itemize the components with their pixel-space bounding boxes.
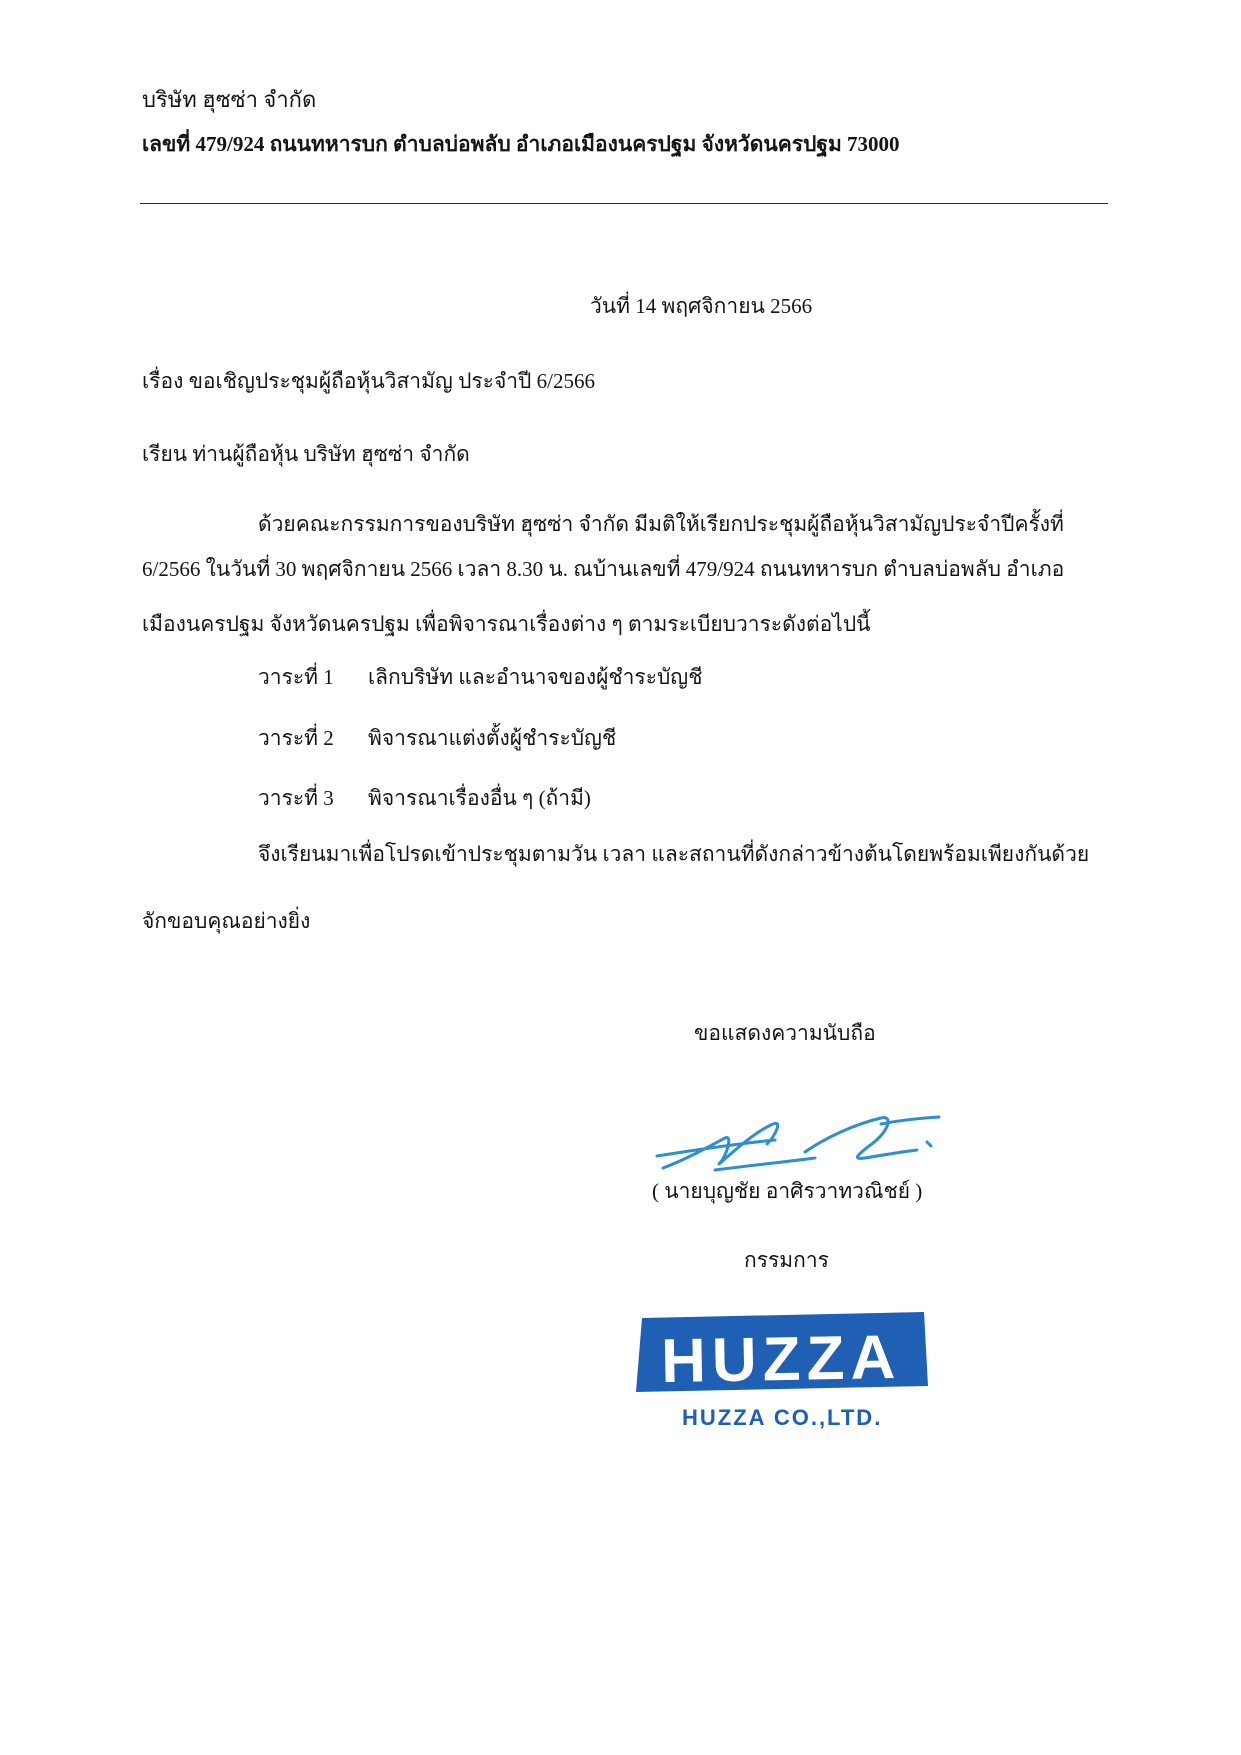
stamp-company-name: HUZZA CO.,LTD. — [682, 1405, 883, 1430]
agenda-item — [258, 782, 591, 815]
body-paragraph-line-3: เมืองนครปฐม จังหวัดนครปฐม เพื่อพิจารณาเรื่องต่าง ๆ ตามระเบียบวาระดังต่อไปนี้ — [142, 612, 871, 636]
agenda-number: วาระที่ 1 — [258, 665, 334, 689]
agenda-item — [258, 661, 702, 694]
agenda-text: พิจารณาเรื่องอื่น ๆ (ถ้ามี) — [368, 786, 591, 810]
agenda-text: เลิกบริษัท และอำนาจของผู้ชำระบัญชี — [368, 665, 703, 689]
agenda-number: วาระที่ 2 — [258, 726, 334, 750]
agenda-item — [258, 722, 616, 755]
company-name: บริษัท ฮุซซ่า จำกัด — [142, 87, 317, 112]
svg-text:HUZZA: HUZZA — [660, 1322, 902, 1397]
letter-subject: เรื่อง ขอเชิญประชุมผู้ถือหุ้นวิสามัญ ประจำปี 6/2566 — [142, 369, 595, 393]
closing-line: จึงเรียนมาเพื่อโปรดเข้าประชุมตามวัน เวลา และสถานที่ดังกล่าวข้างต้นโดยพร้อมเพียงกันด้วย — [258, 842, 1090, 866]
body-paragraph-line-1: ด้วยคณะกรรมการของบริษัท ฮุซซ่า จำกัด มีมติให้เรียกประชุมผู้ถือหุ้นวิสามัญประจำปีครั้งที่ — [258, 512, 1064, 536]
signer-title: กรรมการ — [744, 1248, 829, 1272]
closing-thanks: จักขอบคุณอย่างยิ่ง — [142, 909, 311, 933]
signer-name: ( นายบุญชัย อาศิรวาทวณิชย์ ) — [652, 1179, 923, 1203]
regards-text: ขอแสดงความนับถือ — [694, 1021, 876, 1045]
letter-date: วันที่ 14 พฤศจิกายน 2566 — [590, 294, 813, 318]
letter-recipient: เรียน ท่านผู้ถือหุ้น บริษัท ฮุซซ่า จำกัด — [142, 442, 470, 466]
header-divider — [140, 203, 1108, 204]
body-paragraph-line-2: 6/2566 ในวันที่ 30 พฤศจิกายน 2566 เวลา 8.30 น. ณบ้านเลขที่ 479/924 ถนนทหารบก ตำบลบ่อพลับ อำเภอ — [142, 557, 1065, 581]
agenda-text: พิจารณาแต่งตั้งผู้ชำระบัญชี — [368, 726, 617, 750]
company-address: เลขที่ 479/924 ถนนทหารบก ตำบลบ่อพลับ อำเภอเมืองนครปฐม จังหวัดนครปฐม 73000 — [142, 132, 900, 156]
agenda-number: วาระที่ 3 — [258, 786, 334, 810]
handwritten-signature — [655, 1112, 945, 1174]
